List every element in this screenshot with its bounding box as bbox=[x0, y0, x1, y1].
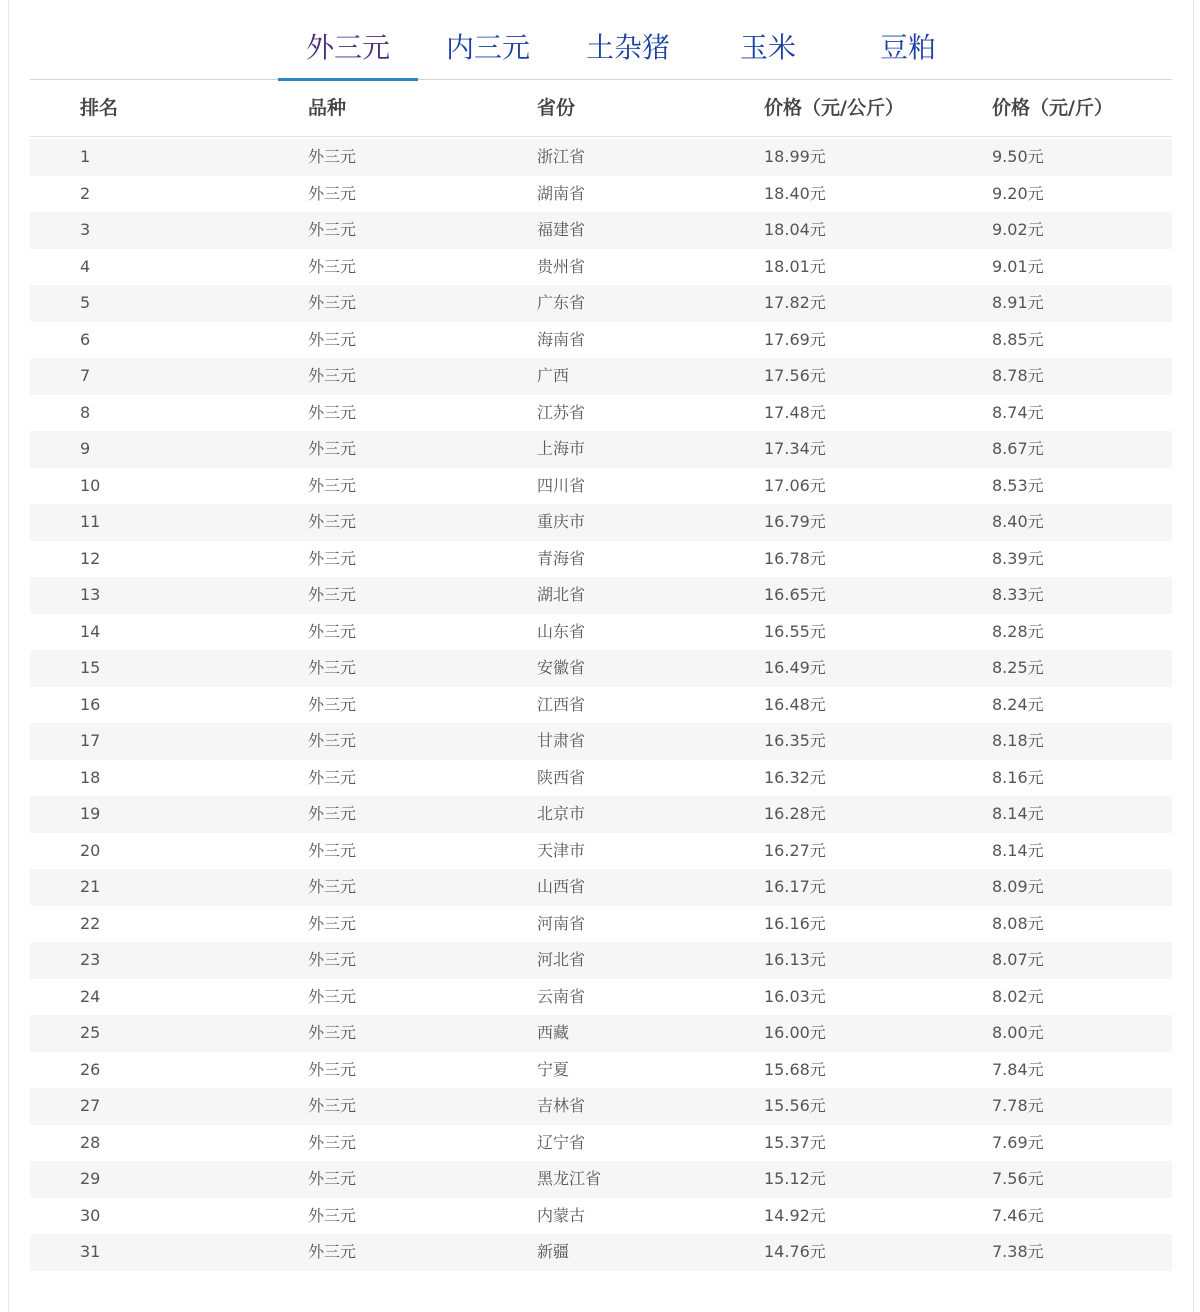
cell-price-per-kg: 16.03元 bbox=[764, 986, 826, 1006]
cell-price-per-kg: 16.27元 bbox=[764, 840, 826, 860]
table-row bbox=[30, 1125, 1172, 1162]
cell-price-per-jin: 9.02元 bbox=[992, 220, 1044, 239]
table-row bbox=[30, 504, 1172, 541]
cell-breed: 外三元 bbox=[308, 585, 357, 604]
cell-price-per-kg: 16.32元 bbox=[764, 767, 826, 787]
cell-price-per-kg: 16.00元 bbox=[764, 1023, 826, 1042]
cell-breed: 外三元 bbox=[308, 950, 357, 969]
cell-rank: 31 bbox=[80, 1242, 101, 1261]
cell-province: 广东省 bbox=[537, 293, 586, 312]
cell-price-per-jin: 8.00元 bbox=[992, 1023, 1044, 1042]
cell-price-per-kg: 17.06元 bbox=[764, 475, 826, 495]
header-breed: 品种 bbox=[308, 97, 347, 119]
cell-province: 重庆市 bbox=[537, 512, 586, 531]
cell-price-per-jin: 7.46元 bbox=[992, 1205, 1044, 1225]
cell-breed: 外三元 bbox=[308, 621, 357, 641]
cell-province: 河北省 bbox=[537, 950, 586, 969]
cell-rank: 17 bbox=[80, 731, 101, 750]
cell-price-per-kg: 16.48元 bbox=[764, 694, 826, 714]
cell-price-per-jin: 8.28元 bbox=[992, 621, 1044, 641]
cell-price-per-jin: 7.38元 bbox=[992, 1242, 1044, 1261]
cell-breed: 外三元 bbox=[308, 1132, 357, 1152]
cell-price-per-kg: 16.49元 bbox=[764, 658, 826, 677]
table-row bbox=[30, 687, 1172, 724]
cell-price-per-kg: 17.34元 bbox=[764, 439, 826, 458]
cell-breed: 外三元 bbox=[308, 840, 357, 860]
cell-price-per-jin: 8.02元 bbox=[992, 986, 1044, 1006]
cell-price-per-kg: 17.56元 bbox=[764, 366, 826, 385]
header-province: 省份 bbox=[537, 97, 576, 119]
cell-breed: 外三元 bbox=[308, 731, 357, 750]
cell-rank: 20 bbox=[80, 840, 101, 860]
header-price-per-jin: 价格（元/斤） bbox=[992, 97, 1113, 119]
cell-province: 安徽省 bbox=[537, 658, 586, 677]
cell-breed: 外三元 bbox=[308, 439, 357, 458]
cell-rank: 1 bbox=[80, 147, 91, 166]
cell-price-per-jin: 8.85元 bbox=[992, 329, 1044, 349]
tab-tu-za-zhu[interactable]: 土杂猪 bbox=[585, 31, 670, 64]
cell-rank: 4 bbox=[80, 256, 91, 276]
cell-price-per-kg: 17.48元 bbox=[764, 402, 826, 422]
category-tabs bbox=[30, 0, 1172, 80]
table-row bbox=[30, 468, 1172, 505]
cell-breed: 外三元 bbox=[308, 1205, 357, 1225]
cell-price-per-jin: 9.01元 bbox=[992, 256, 1044, 276]
cell-province: 辽宁省 bbox=[537, 1132, 586, 1152]
cell-rank: 9 bbox=[80, 439, 91, 458]
cell-rank: 12 bbox=[80, 548, 101, 568]
cell-price-per-kg: 16.28元 bbox=[764, 804, 826, 823]
cell-price-per-kg: 16.55元 bbox=[764, 621, 826, 641]
cell-price-per-kg: 17.69元 bbox=[764, 329, 826, 349]
cell-price-per-kg: 16.78元 bbox=[764, 548, 826, 568]
cell-province: 河南省 bbox=[537, 913, 586, 933]
table-row bbox=[30, 285, 1172, 322]
tab-dou-po[interactable]: 豆粕 bbox=[879, 31, 936, 64]
cell-breed: 外三元 bbox=[308, 329, 357, 349]
table-row bbox=[30, 139, 1172, 176]
cell-rank: 23 bbox=[80, 950, 101, 969]
cell-price-per-kg: 15.12元 bbox=[764, 1169, 826, 1188]
cell-rank: 2 bbox=[80, 183, 91, 203]
cell-price-per-jin: 8.14元 bbox=[992, 804, 1044, 823]
cell-breed: 外三元 bbox=[308, 366, 357, 385]
cell-price-per-kg: 16.65元 bbox=[764, 585, 826, 604]
cell-province: 云南省 bbox=[537, 986, 586, 1006]
cell-rank: 29 bbox=[80, 1169, 101, 1188]
cell-price-per-jin: 8.08元 bbox=[992, 913, 1044, 933]
cell-price-per-kg: 16.35元 bbox=[764, 731, 826, 750]
cell-price-per-jin: 8.16元 bbox=[992, 767, 1044, 787]
cell-rank: 14 bbox=[80, 621, 101, 641]
cell-rank: 18 bbox=[80, 767, 101, 787]
cell-rank: 25 bbox=[80, 1023, 101, 1042]
table-row bbox=[30, 577, 1172, 614]
cell-price-per-jin: 8.74元 bbox=[992, 402, 1044, 422]
cell-price-per-kg: 18.99元 bbox=[764, 147, 826, 166]
cell-price-per-jin: 8.14元 bbox=[992, 840, 1044, 860]
table-body bbox=[30, 137, 1172, 1271]
cell-breed: 外三元 bbox=[308, 402, 357, 422]
table-row bbox=[30, 541, 1172, 578]
cell-breed: 外三元 bbox=[308, 512, 357, 531]
cell-price-per-kg: 16.16元 bbox=[764, 913, 826, 933]
cell-province: 吉林省 bbox=[537, 1096, 586, 1115]
table-row bbox=[30, 1088, 1172, 1125]
cell-breed: 外三元 bbox=[308, 147, 357, 166]
cell-province: 广西 bbox=[537, 366, 570, 385]
header-price-per-kg: 价格（元/公斤） bbox=[764, 97, 904, 119]
cell-province: 山东省 bbox=[537, 621, 586, 641]
cell-price-per-jin: 8.07元 bbox=[992, 950, 1044, 969]
cell-province: 青海省 bbox=[537, 548, 586, 568]
cell-province: 宁夏 bbox=[537, 1059, 570, 1079]
cell-province: 福建省 bbox=[537, 220, 586, 239]
cell-rank: 8 bbox=[80, 402, 91, 422]
cell-price-per-kg: 18.40元 bbox=[764, 183, 826, 203]
cell-breed: 外三元 bbox=[308, 877, 357, 896]
cell-rank: 13 bbox=[80, 585, 101, 604]
cell-price-per-kg: 14.92元 bbox=[764, 1205, 826, 1225]
cell-price-per-jin: 8.18元 bbox=[992, 731, 1044, 750]
cell-price-per-kg: 15.37元 bbox=[764, 1132, 826, 1152]
cell-breed: 外三元 bbox=[308, 767, 357, 787]
table-row bbox=[30, 1198, 1172, 1235]
cell-province: 内蒙古 bbox=[537, 1205, 586, 1225]
cell-province: 海南省 bbox=[537, 329, 586, 349]
table-row bbox=[30, 760, 1172, 797]
cell-price-per-jin: 8.09元 bbox=[992, 877, 1044, 896]
table-row bbox=[30, 1234, 1172, 1271]
cell-breed: 外三元 bbox=[308, 1023, 357, 1042]
cell-rank: 19 bbox=[80, 804, 101, 823]
header-rank: 排名 bbox=[80, 97, 119, 119]
cell-rank: 22 bbox=[80, 913, 101, 933]
cell-price-per-jin: 9.20元 bbox=[992, 183, 1044, 203]
cell-province: 湖南省 bbox=[537, 183, 586, 203]
cell-price-per-jin: 8.39元 bbox=[992, 548, 1044, 568]
cell-breed: 外三元 bbox=[308, 694, 357, 714]
cell-province: 贵州省 bbox=[537, 256, 586, 276]
cell-breed: 外三元 bbox=[308, 256, 357, 276]
cell-price-per-kg: 18.01元 bbox=[764, 256, 826, 276]
cell-breed: 外三元 bbox=[308, 804, 357, 823]
cell-rank: 11 bbox=[80, 512, 101, 531]
cell-rank: 7 bbox=[80, 366, 91, 385]
price-table bbox=[30, 80, 1172, 1271]
cell-price-per-kg: 14.76元 bbox=[764, 1242, 826, 1261]
cell-price-per-kg: 18.04元 bbox=[764, 220, 826, 239]
cell-breed: 外三元 bbox=[308, 475, 357, 495]
cell-price-per-kg: 16.79元 bbox=[764, 512, 826, 531]
cell-province: 浙江省 bbox=[537, 147, 586, 166]
table-row bbox=[30, 723, 1172, 760]
cell-price-per-jin: 9.50元 bbox=[992, 147, 1044, 166]
cell-province: 黑龙江省 bbox=[537, 1169, 602, 1188]
table-row bbox=[30, 979, 1172, 1016]
cell-province: 江苏省 bbox=[537, 402, 586, 422]
cell-rank: 24 bbox=[80, 986, 101, 1006]
cell-price-per-jin: 8.67元 bbox=[992, 439, 1044, 458]
table-row bbox=[30, 212, 1172, 249]
cell-rank: 26 bbox=[80, 1059, 101, 1079]
cell-price-per-jin: 8.53元 bbox=[992, 475, 1044, 495]
cell-price-per-jin: 7.84元 bbox=[992, 1059, 1044, 1079]
tab-wai-san-yuan[interactable]: 外三元 bbox=[278, 18, 418, 81]
cell-province: 新疆 bbox=[537, 1242, 570, 1261]
cell-province: 山西省 bbox=[537, 877, 586, 896]
cell-rank: 3 bbox=[80, 220, 91, 239]
cell-price-per-kg: 17.82元 bbox=[764, 293, 826, 312]
table-row bbox=[30, 906, 1172, 943]
cell-price-per-jin: 8.78元 bbox=[992, 366, 1044, 385]
tab-yu-mi[interactable]: 玉米 bbox=[739, 31, 796, 64]
cell-rank: 5 bbox=[80, 293, 91, 312]
cell-rank: 16 bbox=[80, 694, 101, 714]
cell-province: 湖北省 bbox=[537, 585, 586, 604]
cell-breed: 外三元 bbox=[308, 1169, 357, 1188]
cell-breed: 外三元 bbox=[308, 913, 357, 933]
table-row bbox=[30, 796, 1172, 833]
cell-price-per-kg: 15.68元 bbox=[764, 1059, 826, 1079]
cell-price-per-kg: 16.13元 bbox=[764, 950, 826, 969]
cell-breed: 外三元 bbox=[308, 293, 357, 312]
table-row bbox=[30, 1052, 1172, 1089]
table-row bbox=[30, 1015, 1172, 1052]
table-row bbox=[30, 650, 1172, 687]
cell-price-per-kg: 15.56元 bbox=[764, 1096, 826, 1115]
cell-province: 陕西省 bbox=[537, 767, 586, 787]
cell-rank: 21 bbox=[80, 877, 101, 896]
cell-breed: 外三元 bbox=[308, 658, 357, 677]
cell-rank: 10 bbox=[80, 475, 101, 495]
cell-rank: 28 bbox=[80, 1132, 101, 1152]
table-row bbox=[30, 614, 1172, 651]
cell-price-per-jin: 8.24元 bbox=[992, 694, 1044, 714]
table-row bbox=[30, 395, 1172, 432]
cell-province: 四川省 bbox=[537, 475, 586, 495]
cell-breed: 外三元 bbox=[308, 1096, 357, 1115]
cell-breed: 外三元 bbox=[308, 548, 357, 568]
table-header bbox=[30, 80, 1172, 137]
cell-rank: 6 bbox=[80, 329, 91, 349]
table-row bbox=[30, 869, 1172, 906]
tab-nei-san-yuan[interactable]: 内三元 bbox=[445, 31, 530, 64]
cell-rank: 27 bbox=[80, 1096, 101, 1115]
cell-province: 上海市 bbox=[537, 439, 586, 458]
table-row bbox=[30, 249, 1172, 286]
cell-province: 江西省 bbox=[537, 694, 586, 714]
cell-breed: 外三元 bbox=[308, 1059, 357, 1079]
cell-price-per-jin: 8.91元 bbox=[992, 293, 1044, 312]
table-row bbox=[30, 942, 1172, 979]
cell-province: 天津市 bbox=[537, 840, 586, 860]
cell-price-per-jin: 8.33元 bbox=[992, 585, 1044, 604]
cell-rank: 30 bbox=[80, 1205, 101, 1225]
cell-price-per-jin: 7.78元 bbox=[992, 1096, 1044, 1115]
table-row bbox=[30, 176, 1172, 213]
cell-price-per-jin: 8.40元 bbox=[992, 512, 1044, 531]
cell-breed: 外三元 bbox=[308, 986, 357, 1006]
table-row bbox=[30, 1161, 1172, 1198]
cell-breed: 外三元 bbox=[308, 183, 357, 203]
cell-price-per-kg: 16.17元 bbox=[764, 877, 826, 896]
table-row bbox=[30, 833, 1172, 870]
cell-price-per-jin: 8.25元 bbox=[992, 658, 1044, 677]
cell-rank: 15 bbox=[80, 658, 101, 677]
cell-price-per-jin: 7.69元 bbox=[992, 1132, 1044, 1152]
cell-breed: 外三元 bbox=[308, 220, 357, 239]
table-row bbox=[30, 431, 1172, 468]
table-row bbox=[30, 358, 1172, 395]
table-row bbox=[30, 322, 1172, 359]
cell-breed: 外三元 bbox=[308, 1242, 357, 1261]
cell-province: 西藏 bbox=[537, 1023, 570, 1042]
cell-price-per-jin: 7.56元 bbox=[992, 1169, 1044, 1188]
cell-province: 甘肃省 bbox=[537, 731, 586, 750]
cell-province: 北京市 bbox=[537, 804, 586, 823]
